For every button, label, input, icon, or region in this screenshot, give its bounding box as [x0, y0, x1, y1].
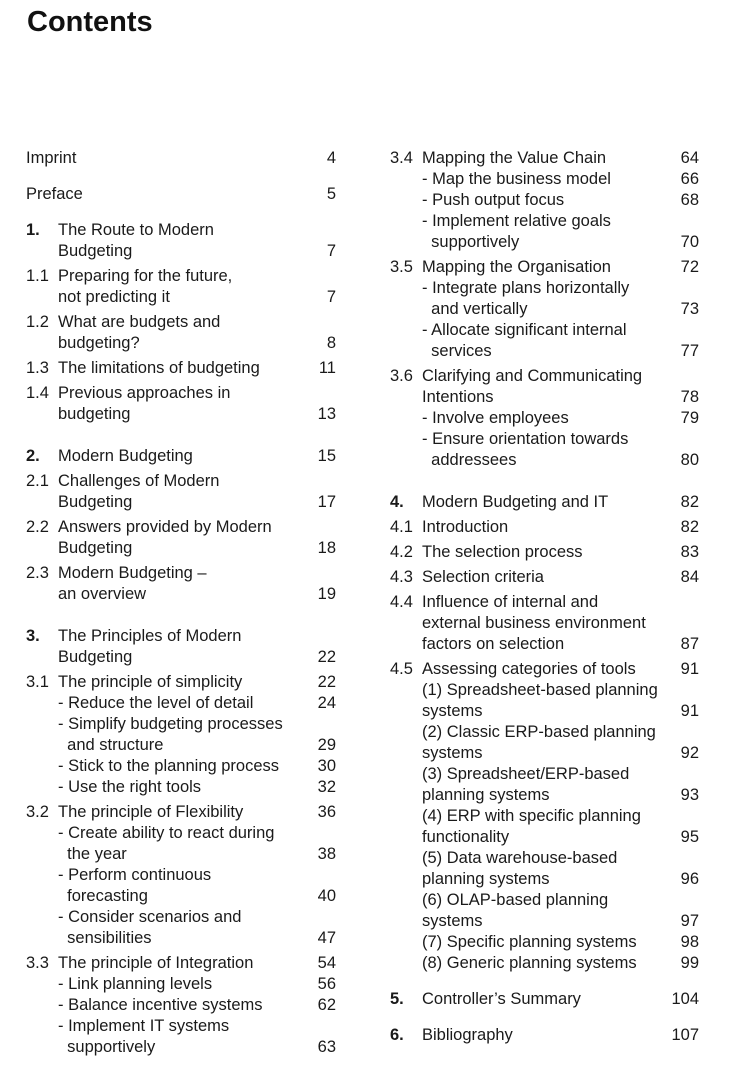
toc-entry-line: The Route to Modern	[58, 221, 214, 239]
toc-entry-title	[390, 989, 699, 1010]
toc-entry-title	[26, 563, 336, 605]
toc-entry-line: Answers provided by Modern	[58, 518, 272, 536]
toc-entry[interactable]	[26, 777, 336, 798]
toc-entry-title	[26, 358, 336, 379]
toc-entry-page: 70	[680, 233, 699, 251]
toc-entry-title	[26, 626, 336, 668]
toc-entry[interactable]	[26, 802, 336, 823]
toc-entry-title	[390, 932, 699, 953]
toc-entry-line: Preface	[26, 185, 83, 203]
toc-entry-title	[390, 764, 699, 806]
toc-entry-title	[390, 592, 699, 655]
toc-entry-number: 1.1	[26, 267, 49, 285]
toc-entry-line: - Create ability to react during	[58, 824, 275, 842]
toc-entry-line: - Involve employees	[422, 409, 569, 427]
toc-entry-line: The limitations of budgeting	[58, 359, 260, 377]
toc-entry[interactable]	[26, 471, 336, 513]
page-title: Contents	[27, 6, 153, 38]
toc-entry-title	[26, 184, 336, 205]
toc-entry-page: 97	[680, 912, 699, 930]
toc-entry-title	[390, 517, 699, 538]
toc-entry-page: 107	[671, 1026, 699, 1044]
toc-entry[interactable]	[26, 672, 336, 693]
toc-entry-title	[26, 471, 336, 513]
toc-entry-page: 98	[680, 933, 699, 951]
toc-entry-line: - Integrate plans horizontally	[422, 279, 630, 297]
toc-entry[interactable]	[26, 148, 336, 169]
toc-entry-number: 1.2	[26, 313, 49, 331]
toc-entry-number: 5.	[390, 990, 404, 1008]
toc-entry-line: and structure	[58, 736, 164, 754]
toc-entry-title	[26, 823, 336, 865]
toc-entry-line: - Reduce the level of detail	[58, 694, 254, 712]
toc-entry-page: 4	[326, 149, 336, 167]
toc-entry-number: 4.2	[390, 543, 413, 561]
toc-entry-line: (1) Spreadsheet-based planning	[422, 681, 658, 699]
toc-entry-title	[390, 953, 699, 974]
toc-entry-title	[26, 802, 336, 823]
toc-entry-page: 62	[317, 996, 336, 1014]
toc-entry-line: Challenges of Modern	[58, 472, 220, 490]
toc-entry-title	[390, 429, 699, 471]
toc-entry-title	[26, 995, 336, 1016]
toc-entry-line: Previous approaches in	[58, 384, 231, 402]
toc-entry-page: 63	[317, 1038, 336, 1056]
toc-entry-line: Bibliography	[422, 1026, 513, 1044]
toc-entry-number: 3.5	[390, 258, 413, 276]
toc-entry-line: functionality	[422, 828, 510, 846]
toc-entry-line: (6) OLAP-based planning	[422, 891, 609, 909]
toc-entry-title	[390, 722, 699, 764]
toc-entry[interactable]	[26, 383, 336, 425]
toc-entry-line: Controller’s Summary	[422, 990, 581, 1008]
toc-entry[interactable]	[390, 1025, 699, 1046]
toc-entry[interactable]	[390, 764, 699, 806]
toc-entry[interactable]	[390, 890, 699, 932]
toc-entry[interactable]	[390, 190, 699, 211]
toc-entry[interactable]	[390, 567, 699, 588]
toc-entry[interactable]	[26, 1016, 336, 1058]
toc-entry[interactable]	[390, 211, 699, 253]
toc-entry-title	[26, 693, 336, 714]
toc-entry-page: 19	[317, 585, 336, 603]
toc-entry-number: 2.	[26, 447, 40, 465]
toc-entry-page: 11	[318, 359, 336, 377]
toc-entry-line: The selection process	[422, 543, 583, 561]
toc-entry-page: 56	[317, 975, 336, 993]
toc-entry-title	[390, 848, 699, 890]
toc-entry[interactable]	[26, 266, 336, 308]
toc-entry-line: Introduction	[422, 518, 509, 536]
toc-entry-line: (7) Specific planning systems	[422, 933, 637, 951]
toc-entry-title	[26, 148, 336, 169]
toc-entry-line: - Simplify budgeting processes	[58, 715, 283, 733]
toc-entry[interactable]	[390, 320, 699, 362]
toc-entry[interactable]	[26, 953, 336, 974]
toc-entry-title	[26, 672, 336, 693]
toc-entry[interactable]	[26, 358, 336, 379]
toc-entry-line: services	[422, 342, 492, 360]
toc-entry-number: 2.2	[26, 518, 49, 536]
toc-entry-page: 96	[680, 870, 699, 888]
toc-entry-page: 83	[680, 543, 699, 561]
toc-entry-page: 5	[326, 185, 336, 203]
toc-entry-number: 2.3	[26, 564, 49, 582]
toc-entry-page: 30	[317, 757, 336, 775]
toc-entry-number: 6.	[390, 1026, 404, 1044]
toc-entry-number: 4.3	[390, 568, 413, 586]
toc-entry[interactable]	[390, 989, 699, 1010]
toc-entry-line: - Stick to the planning process	[58, 757, 280, 775]
toc-entry-line: factors on selection	[422, 635, 565, 653]
toc-entry-number: 4.1	[390, 518, 413, 536]
toc-entry[interactable]	[390, 408, 699, 429]
toc-entry-number: 3.6	[390, 367, 413, 385]
toc-entry-page: 84	[680, 568, 699, 586]
toc-entry-page: 82	[680, 493, 699, 511]
toc-entry-title	[26, 714, 336, 756]
toc-entry-page: 38	[317, 845, 336, 863]
toc-entry-line: forecasting	[58, 887, 148, 905]
toc-entry[interactable]	[26, 907, 336, 949]
toc-entry-page: 104	[671, 990, 699, 1008]
toc-entry-line: The principle of simplicity	[58, 673, 243, 691]
toc-entry[interactable]	[390, 680, 699, 722]
toc-entry[interactable]	[390, 953, 699, 974]
toc-entry-title	[390, 659, 699, 680]
toc-entry[interactable]	[390, 592, 699, 655]
toc-entry-line: systems	[422, 702, 483, 720]
toc-entry-title	[26, 312, 336, 354]
toc-entry-number: 3.4	[390, 149, 413, 167]
toc-entry[interactable]	[390, 148, 699, 169]
toc-entry-title	[390, 169, 699, 190]
toc-entry[interactable]	[26, 995, 336, 1016]
toc-entry-number: 1.3	[26, 359, 49, 377]
toc-entry-line: systems	[422, 912, 483, 930]
toc-entry-title	[390, 211, 699, 253]
toc-entry-line: Assessing categories of tools	[422, 660, 636, 678]
toc-entry-page: 68	[680, 191, 699, 209]
toc-entry-line: planning systems	[422, 786, 550, 804]
toc-entry-title	[390, 148, 699, 169]
toc-entry[interactable]	[26, 312, 336, 354]
toc-entry-page: 91	[680, 702, 699, 720]
toc-entry-title	[390, 190, 699, 211]
toc-entry-title	[390, 366, 699, 408]
toc-entry-line: Mapping the Value Chain	[422, 149, 607, 167]
toc-entry[interactable]	[26, 184, 336, 205]
toc-entry[interactable]	[390, 659, 699, 680]
toc-entry-line: Modern Budgeting and IT	[422, 493, 609, 511]
toc-entry-page: 99	[680, 954, 699, 972]
toc-entry-title	[390, 567, 699, 588]
toc-entry-title	[26, 907, 336, 949]
toc-entry-line: systems	[422, 744, 483, 762]
toc-entry[interactable]	[390, 722, 699, 764]
toc-entry-line: Budgeting	[58, 539, 133, 557]
toc-entry-title	[26, 974, 336, 995]
toc-entry-title	[26, 220, 336, 262]
toc-entry-line: What are budgets and	[58, 313, 221, 331]
toc-entry-number: 1.	[26, 221, 40, 239]
toc-entry-title	[390, 257, 699, 278]
toc-column-right	[390, 148, 699, 1046]
toc-entry-number: 4.4	[390, 593, 413, 611]
toc-entry[interactable]	[26, 446, 336, 467]
toc-entry-line: addressees	[422, 451, 517, 469]
toc-entry-page: 73	[680, 300, 699, 318]
toc-entry-page: 87	[680, 635, 699, 653]
toc-entry-line: - Ensure orientation towards	[422, 430, 629, 448]
toc-entry-page: 91	[680, 660, 699, 678]
toc-entry-title	[390, 806, 699, 848]
toc-entry-page: 82	[680, 518, 699, 536]
toc-entry-page: 22	[317, 673, 336, 691]
toc-entry-line: Modern Budgeting –	[58, 564, 207, 582]
toc-entry[interactable]	[390, 542, 699, 563]
toc-entry-page: 7	[326, 242, 336, 260]
toc-entry-line: external business environment	[422, 614, 646, 632]
toc-entry-line: Selection criteria	[422, 568, 544, 586]
toc-entry-line: Mapping the Organisation	[422, 258, 611, 276]
toc-entry-page: 64	[680, 149, 699, 167]
toc-entry-number: 3.3	[26, 954, 49, 972]
toc-entry-title	[390, 408, 699, 429]
toc-entry-line: budgeting	[58, 405, 131, 423]
toc-entry-page: 93	[680, 786, 699, 804]
toc-entry[interactable]	[26, 756, 336, 777]
toc-entry-line: - Consider scenarios and	[58, 908, 242, 926]
toc-entry-line: (2) Classic ERP-based planning	[422, 723, 656, 741]
toc-entry-line: supportively	[58, 1038, 156, 1056]
toc-entry-title	[390, 542, 699, 563]
toc-entry-title	[390, 320, 699, 362]
toc-entry-title	[26, 383, 336, 425]
toc-entry-page: 36	[317, 803, 336, 821]
toc-entry-line: sensibilities	[58, 929, 152, 947]
toc-entry-title	[390, 492, 699, 513]
toc-entry[interactable]	[26, 220, 336, 262]
toc-entry-page: 95	[680, 828, 699, 846]
toc-entry[interactable]	[390, 366, 699, 408]
toc-entry-number: 3.	[26, 627, 40, 645]
toc-entry-number: 3.2	[26, 803, 49, 821]
toc-entry-page: 47	[317, 929, 336, 947]
toc-entry-line: The principle of Flexibility	[58, 803, 244, 821]
toc-entry-line: - Use the right tools	[58, 778, 202, 796]
toc-entry-line: The Principles of Modern	[58, 627, 242, 645]
toc-entry[interactable]	[390, 429, 699, 471]
toc-entry-line: Budgeting	[58, 493, 133, 511]
toc-entry[interactable]	[26, 517, 336, 559]
toc-entry[interactable]	[26, 865, 336, 907]
toc-entry-page: 18	[317, 539, 336, 557]
toc-entry-title	[26, 446, 336, 467]
toc-entry-line: (8) Generic planning systems	[422, 954, 637, 972]
toc-entry-page: 7	[326, 288, 336, 306]
toc-entry-page: 24	[317, 694, 336, 712]
toc-entry-line: - Map the business model	[422, 170, 611, 188]
toc-entry-page: 29	[317, 736, 336, 754]
toc-entry-line: supportively	[422, 233, 520, 251]
toc-entry-page: 17	[317, 493, 336, 511]
toc-entry-page: 22	[317, 648, 336, 666]
toc-entry-line: Budgeting	[58, 648, 133, 666]
toc-entry-line: (5) Data warehouse-based	[422, 849, 618, 867]
toc-entry-page: 79	[680, 409, 699, 427]
toc-entry-line: not predicting it	[58, 288, 170, 306]
toc-entry-line: - Implement IT systems	[58, 1017, 230, 1035]
toc-entry-title	[26, 517, 336, 559]
toc-entry-title	[390, 890, 699, 932]
toc-entry-line: (4) ERP with specific planning	[422, 807, 641, 825]
toc-entry-line: Modern Budgeting	[58, 447, 193, 465]
toc-entry-page: 92	[680, 744, 699, 762]
toc-entry-title	[26, 1016, 336, 1058]
toc-entry-page: 54	[317, 954, 336, 972]
toc-entry-line: (3) Spreadsheet/ERP-based	[422, 765, 630, 783]
toc-entry-line: The principle of Integration	[58, 954, 254, 972]
toc-entry-line: Clarifying and Communicating	[422, 367, 643, 385]
toc-entry[interactable]	[390, 848, 699, 890]
toc-column-left	[26, 148, 336, 1058]
toc-entry-line: an overview	[58, 585, 147, 603]
toc-entry-title	[26, 266, 336, 308]
toc-entry-page: 8	[326, 334, 336, 352]
toc-entry-number: 3.1	[26, 673, 49, 691]
toc-entry-line: - Push output focus	[422, 191, 565, 209]
toc-entry-line: Preparing for the future,	[58, 267, 233, 285]
toc-entry[interactable]	[390, 257, 699, 278]
toc-entry-page: 78	[680, 388, 699, 406]
toc-entry-title	[390, 680, 699, 722]
toc-entry-page: 80	[680, 451, 699, 469]
toc-entry-line: - Allocate significant internal	[422, 321, 627, 339]
toc-entry-line: - Implement relative goals	[422, 212, 611, 230]
toc-entry-title	[26, 777, 336, 798]
toc-entry-title	[26, 953, 336, 974]
toc-entry-line: budgeting?	[58, 334, 140, 352]
toc-entry-number: 2.1	[26, 472, 49, 490]
toc-entry[interactable]	[26, 563, 336, 605]
toc-entry-line: - Link planning levels	[58, 975, 213, 993]
toc-entry[interactable]	[26, 714, 336, 756]
toc-entry[interactable]	[390, 278, 699, 320]
toc-entry-line: Intentions	[422, 388, 494, 406]
toc-entry-page: 32	[317, 778, 336, 796]
toc-entry-line: Influence of internal and	[422, 593, 599, 611]
toc-entry-line: - Perform continuous	[58, 866, 212, 884]
toc-entry-page: 66	[680, 170, 699, 188]
toc-entry[interactable]	[26, 974, 336, 995]
toc-entry[interactable]	[26, 626, 336, 668]
toc-entry[interactable]	[26, 823, 336, 865]
toc-entry[interactable]	[26, 693, 336, 714]
toc-entry-title	[26, 756, 336, 777]
toc-entry[interactable]	[390, 517, 699, 538]
toc-entry-page: 72	[680, 258, 699, 276]
toc-entry-page: 77	[680, 342, 699, 360]
toc-entry[interactable]	[390, 806, 699, 848]
toc-entry-line: Imprint	[26, 149, 77, 167]
toc-entry-line: Budgeting	[58, 242, 133, 260]
toc-entry-title	[390, 278, 699, 320]
toc-entry[interactable]	[390, 169, 699, 190]
toc-entry-title	[26, 865, 336, 907]
toc-entry-number: 4.5	[390, 660, 413, 678]
toc-entry[interactable]	[390, 932, 699, 953]
toc-entry-title	[390, 1025, 699, 1046]
toc-entry-page: 40	[317, 887, 336, 905]
toc-entry-number: 1.4	[26, 384, 49, 402]
toc-entry-page: 15	[317, 447, 336, 465]
toc-entry[interactable]	[390, 492, 699, 513]
toc-entry-line: - Balance incentive systems	[58, 996, 263, 1014]
toc-entry-page: 13	[317, 405, 336, 423]
toc-entry-line: and vertically	[422, 300, 528, 318]
toc-entry-number: 4.	[390, 493, 404, 511]
toc-entry-line: planning systems	[422, 870, 550, 888]
toc-entry-line: the year	[58, 845, 127, 863]
